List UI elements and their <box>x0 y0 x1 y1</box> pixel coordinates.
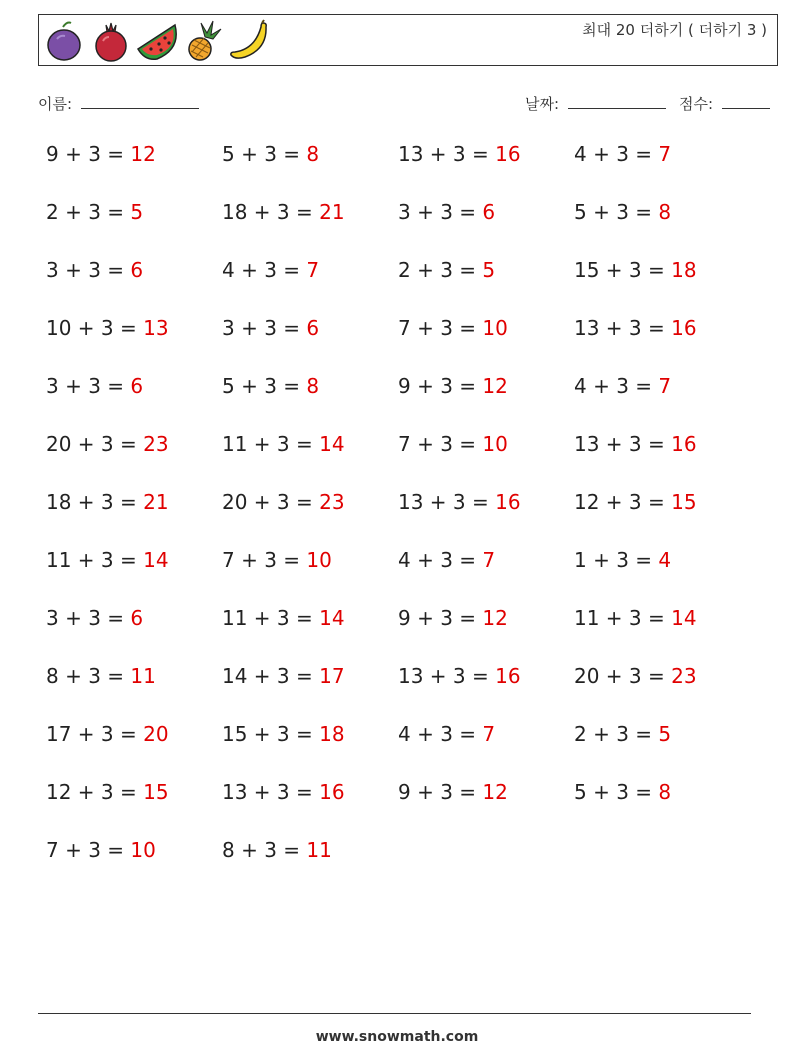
problem-item <box>574 780 671 804</box>
problem-answer: 10 <box>130 838 156 862</box>
problem-item <box>222 490 345 514</box>
problem-answer: 11 <box>130 664 156 688</box>
problem-answer: 14 <box>319 432 345 456</box>
footer-divider <box>38 1013 751 1014</box>
problem-question: 4 + 3 = <box>574 142 659 166</box>
problem-item <box>46 258 143 282</box>
problem-answer: 14 <box>671 606 697 630</box>
problem-question: 8 + 3 = <box>222 838 307 862</box>
problem-item <box>222 258 319 282</box>
problem-question: 13 + 3 = <box>574 316 672 340</box>
plum-icon <box>45 19 85 63</box>
problem-item <box>574 200 671 224</box>
problem-item <box>222 200 345 224</box>
problem-item <box>222 606 345 630</box>
problem-question: 9 + 3 = <box>46 142 131 166</box>
problem-answer: 23 <box>319 490 345 514</box>
problem-answer: 7 <box>306 258 320 282</box>
problem-question: 13 + 3 = <box>574 432 672 456</box>
problem-question: 18 + 3 = <box>222 200 320 224</box>
problem-question: 5 + 3 = <box>222 142 307 166</box>
problem-answer: 10 <box>482 432 508 456</box>
problem-question: 12 + 3 = <box>46 780 144 804</box>
problem-item <box>574 142 671 166</box>
problem-item <box>398 316 508 340</box>
date-label: 날짜: <box>525 95 560 113</box>
problem-question: 11 + 3 = <box>222 606 320 630</box>
problem-question: 5 + 3 = <box>574 780 659 804</box>
problem-question: 20 + 3 = <box>46 432 144 456</box>
problem-answer: 15 <box>671 490 697 514</box>
problem-question: 9 + 3 = <box>398 780 483 804</box>
problem-answer: 12 <box>482 374 508 398</box>
date-field[interactable] <box>525 92 666 114</box>
problem-item <box>222 548 332 572</box>
problem-question: 4 + 3 = <box>398 722 483 746</box>
problem-question: 12 + 3 = <box>574 490 672 514</box>
problem-answer: 20 <box>143 722 169 746</box>
problem-item <box>574 664 697 688</box>
problem-item <box>574 258 697 282</box>
problem-question: 11 + 3 = <box>222 432 320 456</box>
problem-item <box>398 722 495 746</box>
problem-answer: 6 <box>130 606 144 630</box>
problem-item <box>222 722 345 746</box>
problem-answer: 7 <box>482 722 496 746</box>
problem-answer: 16 <box>495 664 521 688</box>
problem-question: 20 + 3 = <box>574 664 672 688</box>
pineapple-icon <box>183 19 223 63</box>
problem-question: 3 + 3 = <box>46 374 131 398</box>
problem-answer: 7 <box>658 142 672 166</box>
problem-question: 9 + 3 = <box>398 374 483 398</box>
problem-answer: 15 <box>143 780 169 804</box>
problem-item <box>222 432 345 456</box>
problem-question: 11 + 3 = <box>574 606 672 630</box>
problem-question: 17 + 3 = <box>46 722 144 746</box>
problem-item <box>398 490 521 514</box>
problem-question: 15 + 3 = <box>574 258 672 282</box>
problem-item <box>46 374 143 398</box>
problem-answer: 12 <box>130 142 156 166</box>
problem-answer: 23 <box>671 664 697 688</box>
problem-question: 7 + 3 = <box>398 316 483 340</box>
problem-question: 13 + 3 = <box>398 142 496 166</box>
problem-item <box>574 606 697 630</box>
problem-question: 2 + 3 = <box>574 722 659 746</box>
problem-question: 18 + 3 = <box>46 490 144 514</box>
problem-item <box>46 432 169 456</box>
problem-answer: 23 <box>143 432 169 456</box>
problem-item <box>398 548 495 572</box>
problem-answer: 6 <box>130 374 144 398</box>
problem-answer: 7 <box>482 548 496 572</box>
problem-item <box>46 838 156 862</box>
problem-question: 2 + 3 = <box>398 258 483 282</box>
worksheet-title: 최대 20 더하기 ( 더하기 3 ) <box>582 21 767 39</box>
problem-item <box>398 258 495 282</box>
problem-item <box>46 490 169 514</box>
problem-item <box>398 664 521 688</box>
problem-answer: 18 <box>319 722 345 746</box>
problem-question: 3 + 3 = <box>46 258 131 282</box>
problem-answer: 4 <box>658 548 672 572</box>
problem-item <box>398 142 521 166</box>
problem-answer: 16 <box>319 780 345 804</box>
problem-answer: 5 <box>482 258 496 282</box>
pomegranate-icon <box>91 19 131 63</box>
problem-item <box>574 490 697 514</box>
problem-item <box>398 780 508 804</box>
problem-answer: 16 <box>495 142 521 166</box>
problem-answer: 10 <box>482 316 508 340</box>
problem-item <box>222 142 319 166</box>
problem-answer: 16 <box>495 490 521 514</box>
problem-answer: 8 <box>306 142 320 166</box>
problem-answer: 12 <box>482 606 508 630</box>
problem-question: 3 + 3 = <box>398 200 483 224</box>
problem-item <box>46 316 169 340</box>
problem-item <box>222 316 319 340</box>
problem-question: 8 + 3 = <box>46 664 131 688</box>
problem-question: 3 + 3 = <box>46 606 131 630</box>
problem-answer: 12 <box>482 780 508 804</box>
problem-answer: 18 <box>671 258 697 282</box>
problem-item <box>46 142 156 166</box>
problem-question: 4 + 3 = <box>574 374 659 398</box>
problem-question: 10 + 3 = <box>46 316 144 340</box>
problem-question: 3 + 3 = <box>222 316 307 340</box>
problem-answer: 21 <box>143 490 169 514</box>
problem-question: 15 + 3 = <box>222 722 320 746</box>
problem-item <box>222 664 345 688</box>
problem-item <box>574 548 671 572</box>
problem-question: 7 + 3 = <box>222 548 307 572</box>
problem-answer: 6 <box>306 316 320 340</box>
problem-question: 5 + 3 = <box>574 200 659 224</box>
problem-item <box>574 722 671 746</box>
problem-answer: 13 <box>143 316 169 340</box>
problem-item <box>222 374 319 398</box>
name-field[interactable] <box>38 92 199 114</box>
problem-item <box>398 200 495 224</box>
problem-item <box>46 664 156 688</box>
problem-question: 14 + 3 = <box>222 664 320 688</box>
problem-answer: 16 <box>671 316 697 340</box>
problem-question: 13 + 3 = <box>222 780 320 804</box>
problem-item <box>398 374 508 398</box>
problem-answer: 16 <box>671 432 697 456</box>
problem-item <box>574 432 697 456</box>
name-blank-line[interactable] <box>81 92 199 109</box>
problem-question: 5 + 3 = <box>222 374 307 398</box>
problem-question: 9 + 3 = <box>398 606 483 630</box>
problem-answer: 10 <box>306 548 332 572</box>
problem-answer: 7 <box>658 374 672 398</box>
score-blank-line[interactable] <box>722 92 770 109</box>
problem-question: 1 + 3 = <box>574 548 659 572</box>
problem-item <box>46 780 169 804</box>
problem-item <box>398 606 508 630</box>
problem-answer: 8 <box>306 374 320 398</box>
problem-answer: 11 <box>306 838 332 862</box>
problem-item <box>46 548 169 572</box>
problem-answer: 8 <box>658 780 672 804</box>
problem-answer: 6 <box>130 258 144 282</box>
problem-question: 11 + 3 = <box>46 548 144 572</box>
name-label: 이름: <box>38 95 73 113</box>
problem-item <box>398 432 508 456</box>
problem-question: 13 + 3 = <box>398 664 496 688</box>
footer-site: www.snowmath.com <box>315 1029 479 1045</box>
problem-question: 7 + 3 = <box>398 432 483 456</box>
banana-icon <box>227 19 273 63</box>
date-blank-line[interactable] <box>568 92 666 109</box>
problem-answer: 17 <box>319 664 345 688</box>
problem-question: 4 + 3 = <box>398 548 483 572</box>
problem-answer: 6 <box>482 200 496 224</box>
problem-answer: 14 <box>143 548 169 572</box>
problem-item <box>222 780 345 804</box>
problem-answer: 8 <box>658 200 672 224</box>
problem-question: 13 + 3 = <box>398 490 496 514</box>
problem-question: 2 + 3 = <box>46 200 131 224</box>
problem-question: 4 + 3 = <box>222 258 307 282</box>
problem-question: 7 + 3 = <box>46 838 131 862</box>
score-field[interactable] <box>679 92 770 114</box>
worksheet-header <box>38 14 778 66</box>
problem-answer: 5 <box>130 200 144 224</box>
problem-item <box>574 316 697 340</box>
problem-item <box>46 722 169 746</box>
score-label: 점수: <box>679 95 714 113</box>
problem-item <box>46 606 143 630</box>
problem-item <box>46 200 143 224</box>
problem-item <box>574 374 671 398</box>
problem-answer: 5 <box>658 722 672 746</box>
problem-question: 20 + 3 = <box>222 490 320 514</box>
problem-item <box>222 838 332 862</box>
problem-answer: 21 <box>319 200 345 224</box>
watermelon-icon <box>135 19 181 63</box>
problem-answer: 14 <box>319 606 345 630</box>
